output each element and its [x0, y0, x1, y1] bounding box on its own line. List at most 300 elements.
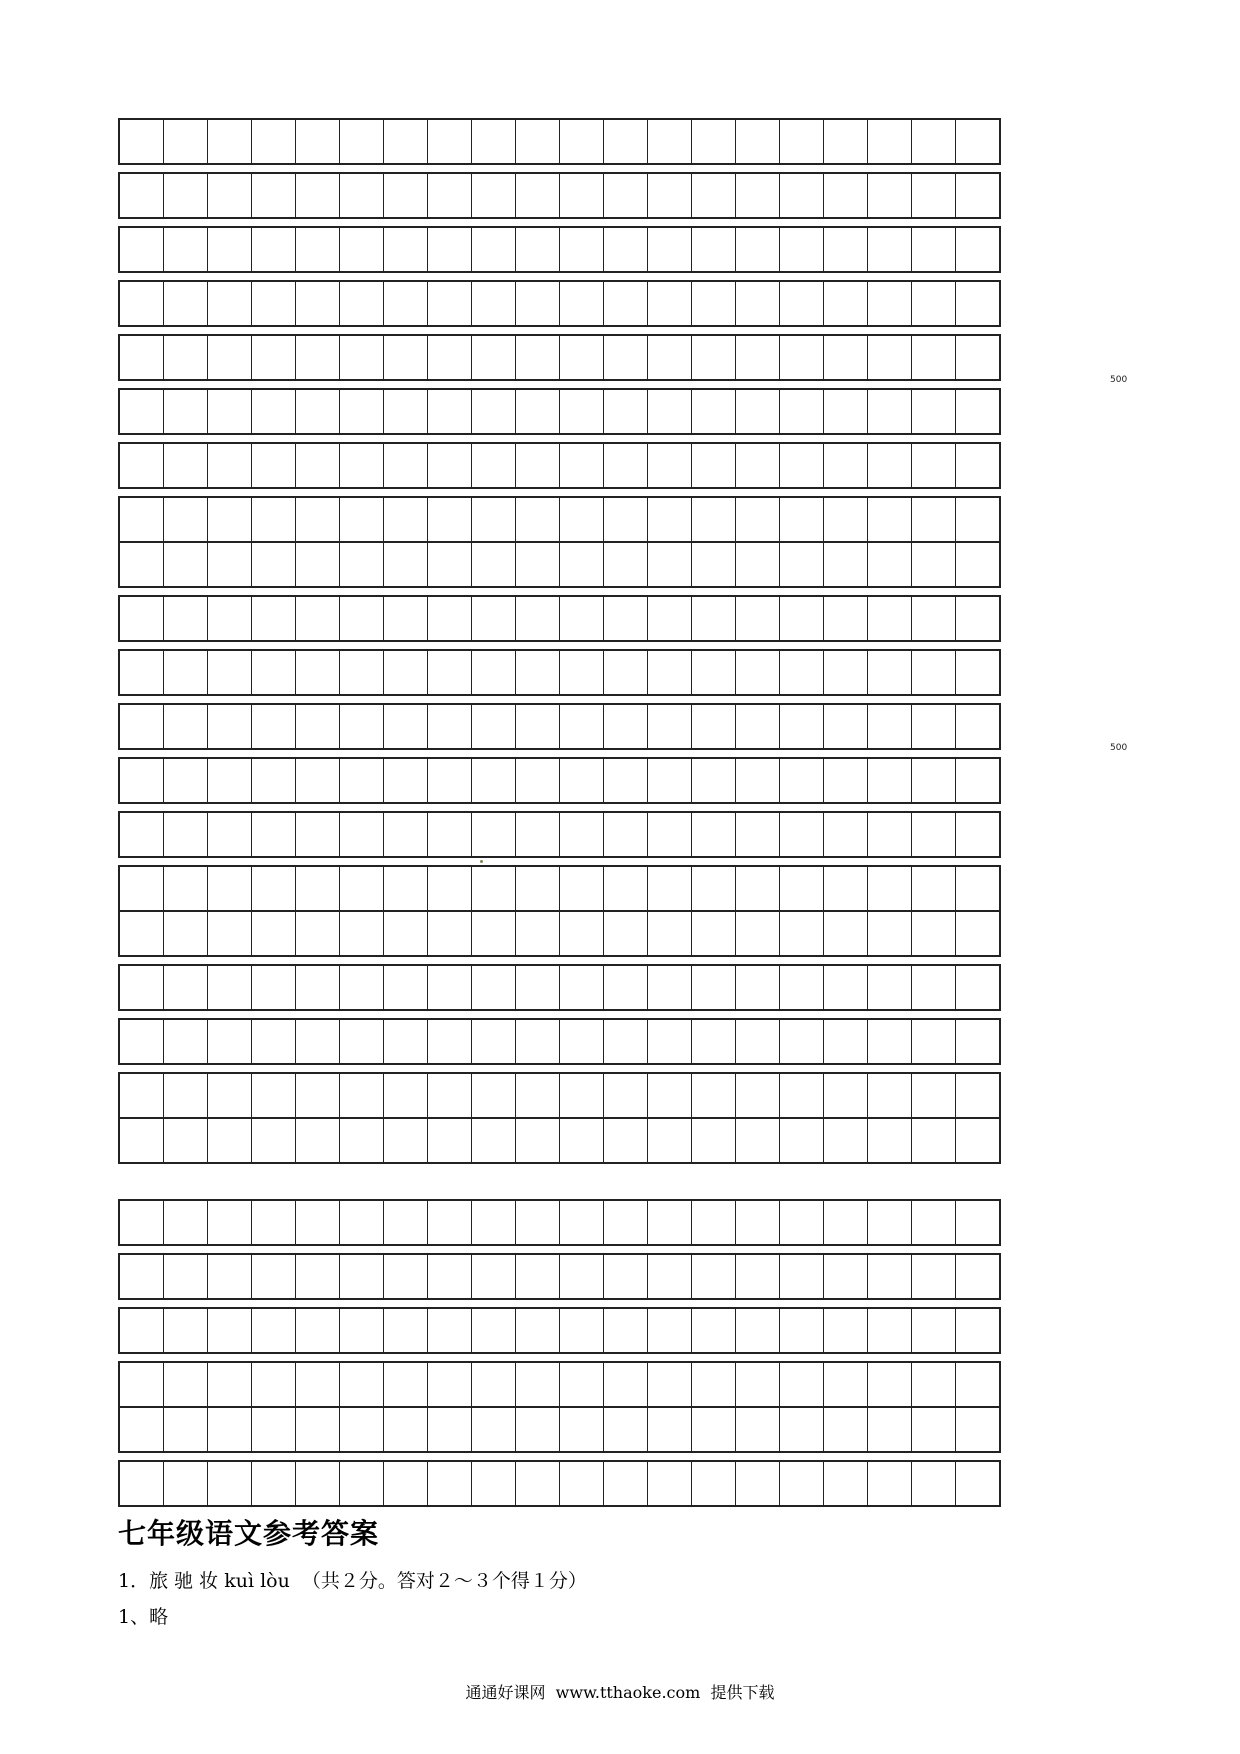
grid-cell [296, 1255, 340, 1298]
grid-cell [472, 1406, 516, 1451]
grid-cell [824, 1074, 868, 1117]
grid-cell [868, 910, 912, 955]
grid-cell [604, 1074, 648, 1117]
grid-cell [296, 282, 340, 325]
grid-cell [868, 1462, 912, 1505]
grid-cell [560, 541, 604, 586]
grid-cell [824, 1309, 868, 1352]
grid-row [118, 811, 1001, 858]
grid-cell [912, 336, 956, 379]
grid-cell [956, 1309, 999, 1352]
grid-cell [648, 910, 692, 955]
grid-cell [824, 498, 868, 541]
grid-cell [604, 910, 648, 955]
grid-cell [692, 1255, 736, 1298]
grid-cell [780, 651, 824, 694]
grid-cell [824, 1201, 868, 1244]
grid-cell [252, 228, 296, 271]
grid-cell [956, 336, 999, 379]
grid-cell [956, 228, 999, 271]
grid-cell [560, 1020, 604, 1063]
grid-cell [736, 651, 780, 694]
grid-cell [120, 1363, 164, 1406]
grid-cell [120, 1255, 164, 1298]
grid-cell [340, 910, 384, 955]
grid-cell [604, 1462, 648, 1505]
grid-row [118, 334, 1001, 381]
grid-cell [780, 910, 824, 955]
grid-cell [736, 867, 780, 910]
grid-cell [956, 1020, 999, 1063]
grid-cell [824, 597, 868, 640]
grid-cell [120, 336, 164, 379]
grid-cell [604, 651, 648, 694]
grid-cell [120, 498, 164, 541]
grid-cell [780, 759, 824, 802]
grid-cell [516, 120, 560, 163]
grid-cell [472, 759, 516, 802]
grid-cell [340, 444, 384, 487]
grid-cell [164, 597, 208, 640]
grid-cell [472, 120, 516, 163]
grid-cell [692, 120, 736, 163]
grid-cell [384, 444, 428, 487]
grid-cell [736, 705, 780, 748]
grid-cell [780, 444, 824, 487]
grid-cell [560, 120, 604, 163]
grid-cell [912, 813, 956, 856]
grid-cell [120, 813, 164, 856]
grid-cell [648, 759, 692, 802]
grid-cell [472, 174, 516, 217]
grid-cell [956, 1363, 999, 1406]
grid-cell [956, 282, 999, 325]
grid-row [118, 964, 1001, 1011]
grid-cell [296, 597, 340, 640]
grid-cell [648, 1363, 692, 1406]
grid-cell [692, 336, 736, 379]
grid-cell [780, 1074, 824, 1117]
grid-cell [384, 966, 428, 1009]
grid-cell [868, 1020, 912, 1063]
grid-cell [428, 498, 472, 541]
grid-cell [296, 1363, 340, 1406]
grid-cell [120, 390, 164, 433]
grid-cell [252, 336, 296, 379]
grid-cell [824, 444, 868, 487]
grid-cell [384, 541, 428, 586]
grid-row [118, 388, 1001, 435]
grid-cell [340, 1363, 384, 1406]
grid-cell [120, 867, 164, 910]
grid-cell [252, 705, 296, 748]
grid-cell [560, 498, 604, 541]
grid-cell [868, 867, 912, 910]
grid-cell [516, 228, 560, 271]
grid-cell [868, 1406, 912, 1451]
grid-row [118, 118, 1001, 165]
grid-cell [648, 1255, 692, 1298]
grid-cell [824, 1363, 868, 1406]
grid-row [118, 226, 1001, 273]
grid-cell [912, 228, 956, 271]
grid-cell [648, 1020, 692, 1063]
grid-cell [604, 390, 648, 433]
grid-cell [956, 813, 999, 856]
grid-cell [384, 1406, 428, 1451]
grid-cell [516, 651, 560, 694]
grid-cell [164, 498, 208, 541]
grid-cell [824, 1117, 868, 1162]
grid-cell [912, 910, 956, 955]
grid-cell [824, 228, 868, 271]
grid-cell [648, 1406, 692, 1451]
grid-cell [120, 228, 164, 271]
grid-cell [164, 1074, 208, 1117]
grid-cell [296, 1074, 340, 1117]
grid-cell [516, 867, 560, 910]
grid-cell [120, 444, 164, 487]
grid-cell [252, 120, 296, 163]
grid-cell [824, 651, 868, 694]
grid-cell [384, 336, 428, 379]
grid-cell [208, 120, 252, 163]
grid-cell [340, 813, 384, 856]
grid-cell [472, 1363, 516, 1406]
grid-row [118, 442, 1001, 489]
grid-cell [780, 597, 824, 640]
grid-cell [736, 1309, 780, 1352]
grid-cell [516, 705, 560, 748]
grid-cell [956, 1074, 999, 1117]
grid-cell [472, 1255, 516, 1298]
grid-cell [956, 910, 999, 955]
footer-text: 通通好课网 www.tthaoke.com 提供下载 [465, 1683, 775, 1702]
grid-cell [780, 1309, 824, 1352]
grid-cell [472, 1462, 516, 1505]
grid-row [118, 1018, 1001, 1065]
grid-cell [252, 651, 296, 694]
grid-cell [120, 1309, 164, 1352]
grid-cell [164, 1363, 208, 1406]
grid-cell [164, 174, 208, 217]
grid-cell [340, 651, 384, 694]
grid-cell [868, 390, 912, 433]
grid-cell [604, 444, 648, 487]
grid-cell [648, 966, 692, 1009]
grid-cell [296, 867, 340, 910]
grid-cell [516, 813, 560, 856]
grid-cell [164, 1255, 208, 1298]
grid-cell [868, 541, 912, 586]
grid-cell [912, 1363, 956, 1406]
grid-cell [560, 813, 604, 856]
grid-cell [208, 759, 252, 802]
grid-cell [780, 1406, 824, 1451]
grid-cell [120, 1074, 164, 1117]
grid-cell [516, 966, 560, 1009]
grid-cell [956, 651, 999, 694]
grid-cell [120, 759, 164, 802]
grid-cell [208, 444, 252, 487]
grid-cell [296, 228, 340, 271]
grid-cell [428, 1201, 472, 1244]
grid-cell [340, 705, 384, 748]
grid-cell [164, 813, 208, 856]
grid-cell [340, 1074, 384, 1117]
grid-cell [208, 1462, 252, 1505]
grid-cell [692, 705, 736, 748]
grid-cell [252, 597, 296, 640]
grid-cell [516, 282, 560, 325]
word-count-marker: 500 [1110, 375, 1128, 385]
grid-cell [560, 1255, 604, 1298]
grid-cell [472, 1201, 516, 1244]
grid-cell [956, 174, 999, 217]
grid-cell [604, 1201, 648, 1244]
grid-cell [736, 813, 780, 856]
grid-cell [912, 541, 956, 586]
grid-cell [164, 651, 208, 694]
grid-cell [868, 1201, 912, 1244]
grid-cell [604, 966, 648, 1009]
grid-cell [912, 282, 956, 325]
grid-cell [340, 282, 384, 325]
grid-cell [384, 651, 428, 694]
grid-cell [604, 1406, 648, 1451]
grid-cell [560, 651, 604, 694]
grid-cell [516, 1462, 560, 1505]
grid-cell [384, 498, 428, 541]
grid-cell [868, 1255, 912, 1298]
grid-cell [780, 705, 824, 748]
grid-cell [296, 813, 340, 856]
grid-cell [780, 813, 824, 856]
grid-row [118, 910, 1001, 957]
grid-cell [824, 910, 868, 955]
grid-cell [560, 1462, 604, 1505]
grid-cell [604, 1309, 648, 1352]
grid-cell [340, 541, 384, 586]
grid-cell [560, 1406, 604, 1451]
grid-cell [208, 867, 252, 910]
grid-cell [428, 336, 472, 379]
grid-cell [208, 1363, 252, 1406]
grid-cell [340, 1117, 384, 1162]
grid-cell [560, 444, 604, 487]
grid-cell [868, 1117, 912, 1162]
grid-cell [912, 1309, 956, 1352]
grid-row [118, 1361, 1001, 1408]
grid-cell [120, 1406, 164, 1451]
grid-cell [516, 1309, 560, 1352]
grid-cell [912, 444, 956, 487]
grid-cell [692, 910, 736, 955]
grid-cell [956, 1117, 999, 1162]
grid-cell [648, 867, 692, 910]
grid-cell [912, 498, 956, 541]
grid-cell [692, 174, 736, 217]
grid-cell [208, 174, 252, 217]
grid-cell [164, 1201, 208, 1244]
grid-cell [340, 120, 384, 163]
grid-cell [736, 966, 780, 1009]
grid-row [118, 1117, 1001, 1164]
grid-cell [296, 174, 340, 217]
grid-cell [912, 705, 956, 748]
grid-cell [340, 1309, 384, 1352]
grid-cell [868, 498, 912, 541]
grid-cell [340, 867, 384, 910]
grid-cell [120, 1020, 164, 1063]
grid-cell [340, 1255, 384, 1298]
grid-cell [648, 705, 692, 748]
grid-cell [516, 1117, 560, 1162]
grid-cell [692, 1309, 736, 1352]
grid-cell [164, 910, 208, 955]
grid-cell [648, 174, 692, 217]
grid-cell [384, 1020, 428, 1063]
grid-cell [208, 1255, 252, 1298]
grid-cell [736, 444, 780, 487]
grid-cell [472, 966, 516, 1009]
grid-cell [428, 1020, 472, 1063]
grid-cell [912, 120, 956, 163]
grid-cell [384, 1462, 428, 1505]
stray-mark [480, 860, 483, 863]
grid-cell [780, 867, 824, 910]
grid-cell [252, 1201, 296, 1244]
grid-cell [780, 282, 824, 325]
grid-cell [428, 174, 472, 217]
grid-cell [560, 759, 604, 802]
grid-cell [208, 651, 252, 694]
grid-row [118, 1406, 1001, 1453]
grid-cell [428, 867, 472, 910]
grid-cell [120, 651, 164, 694]
grid-cell [560, 1201, 604, 1244]
grid-cell [428, 444, 472, 487]
grid-cell [472, 541, 516, 586]
grid-cell [340, 1020, 384, 1063]
grid-cell [296, 1309, 340, 1352]
grid-cell [868, 336, 912, 379]
grid-row [118, 757, 1001, 804]
grid-cell [252, 867, 296, 910]
grid-cell [120, 1462, 164, 1505]
grid-cell [692, 498, 736, 541]
grid-cell [604, 498, 648, 541]
grid-cell [208, 541, 252, 586]
grid-cell [912, 1074, 956, 1117]
grid-cell [384, 120, 428, 163]
grid-cell [604, 120, 648, 163]
grid-cell [736, 1363, 780, 1406]
grid-cell [164, 867, 208, 910]
grid-cell [736, 541, 780, 586]
grid-cell [560, 228, 604, 271]
grid-cell [340, 597, 384, 640]
grid-cell [736, 174, 780, 217]
grid-cell [428, 966, 472, 1009]
grid-cell [560, 867, 604, 910]
grid-cell [692, 282, 736, 325]
grid-cell [780, 228, 824, 271]
grid-cell [868, 1363, 912, 1406]
grid-cell [824, 541, 868, 586]
grid-cell [912, 1462, 956, 1505]
grid-cell [736, 1462, 780, 1505]
grid-cell [912, 1020, 956, 1063]
grid-cell [428, 759, 472, 802]
grid-cell [208, 282, 252, 325]
grid-cell [648, 390, 692, 433]
grid-cell [208, 1074, 252, 1117]
grid-cell [296, 1406, 340, 1451]
grid-cell [824, 120, 868, 163]
grid-row [118, 703, 1001, 750]
grid-cell [956, 444, 999, 487]
grid-cell [340, 228, 384, 271]
grid-cell [692, 1020, 736, 1063]
grid-cell [252, 444, 296, 487]
grid-cell [164, 1406, 208, 1451]
grid-cell [340, 390, 384, 433]
grid-cell [120, 174, 164, 217]
grid-cell [824, 174, 868, 217]
grid-cell [824, 282, 868, 325]
grid-cell [472, 867, 516, 910]
word-count-marker: 500 [1110, 743, 1128, 753]
grid-cell [956, 966, 999, 1009]
grid-row [118, 541, 1001, 588]
grid-cell [384, 1074, 428, 1117]
grid-cell [384, 282, 428, 325]
grid-cell [252, 282, 296, 325]
grid-cell [648, 1074, 692, 1117]
grid-cell [428, 541, 472, 586]
grid-cell [208, 336, 252, 379]
grid-cell [956, 120, 999, 163]
grid-cell [780, 1201, 824, 1244]
grid-cell [296, 966, 340, 1009]
grid-cell [164, 1117, 208, 1162]
grid-cell [912, 1255, 956, 1298]
grid-cell [560, 1309, 604, 1352]
grid-cell [472, 498, 516, 541]
grid-cell [296, 336, 340, 379]
grid-cell [516, 910, 560, 955]
grid-cell [252, 1462, 296, 1505]
grid-cell [340, 966, 384, 1009]
grid-cell [208, 390, 252, 433]
grid-cell [824, 966, 868, 1009]
grid-cell [780, 966, 824, 1009]
grid-cell [692, 390, 736, 433]
grid-cell [648, 597, 692, 640]
grid-cell [164, 390, 208, 433]
grid-cell [780, 1020, 824, 1063]
grid-cell [824, 1020, 868, 1063]
grid-cell [604, 1363, 648, 1406]
grid-cell [208, 813, 252, 856]
grid-cell [648, 120, 692, 163]
grid-cell [692, 966, 736, 1009]
grid-cell [208, 1117, 252, 1162]
grid-cell [560, 336, 604, 379]
grid-cell [648, 498, 692, 541]
grid-cell [252, 174, 296, 217]
